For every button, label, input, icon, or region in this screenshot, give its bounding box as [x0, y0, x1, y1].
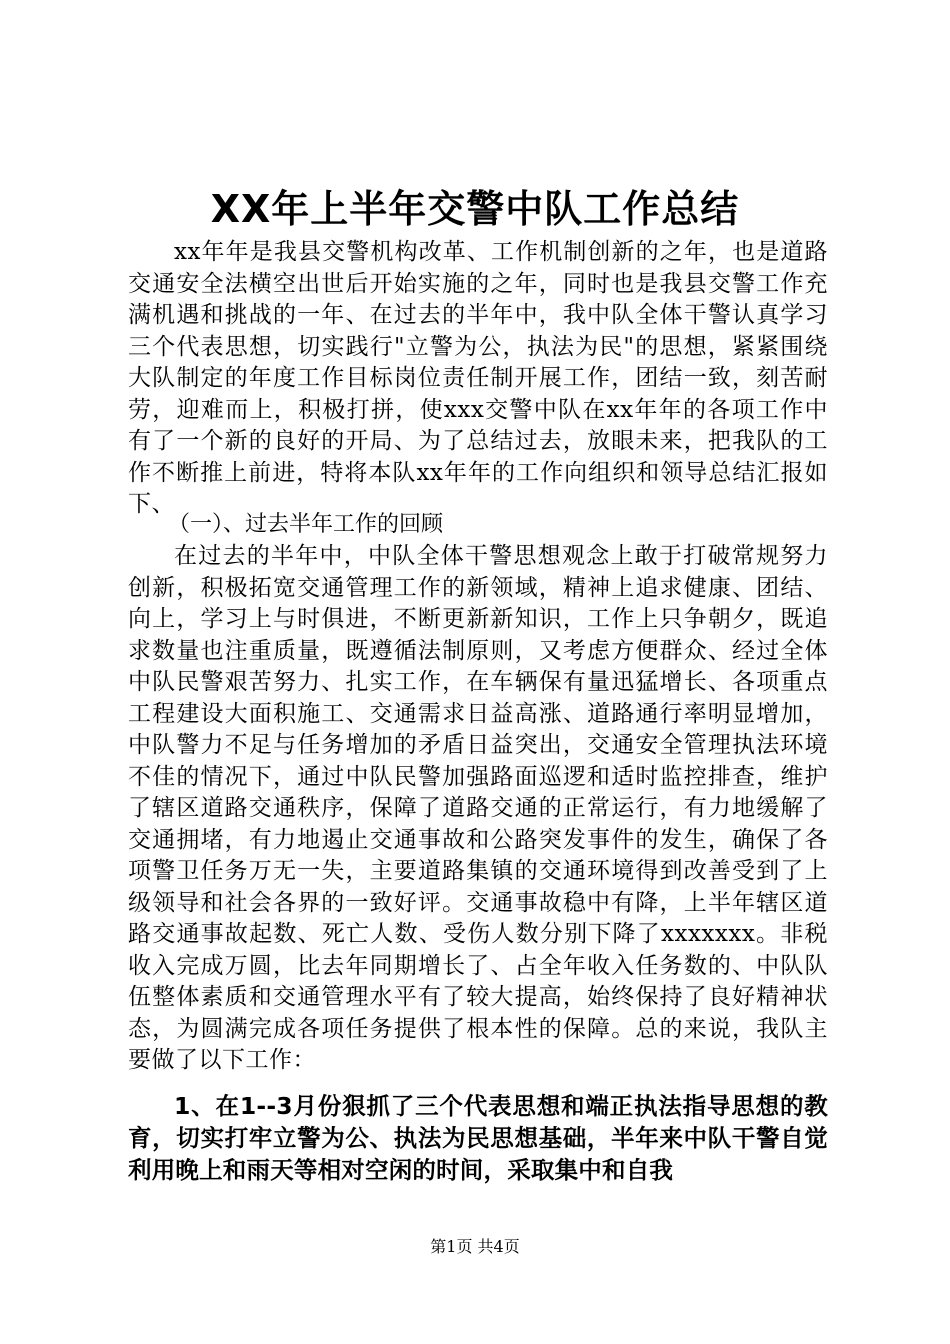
intro-paragraph: xx年年是我县交警机构改革、工作机制创新的之年，也是道路交通安全法横空出世后开始实施的之年，同时也是我县交警工作充满机遇和挑战的一年、在过去的半年中，我中队全体干警认真学习三个代表思想，切实践行"立警为公，执法为民"的思想，紧紧围绕大队制定的年度工作目标岗位责任制开展工作，团结一致，刻苦耐劳，迎难而上，积极打拼，使xxx交警中队在xx年年的各项工作中有了一个新的良好的开局、为了总结过去，放眼未来，把我队的工作不断推上前进，特将本队xx年年的工作向组织和领导总结汇报如下、	[128, 239, 828, 517]
section-heading: （一）、过去半年工作的回顾	[168, 512, 444, 537]
page-footer: 第1页 共4页	[430, 1237, 520, 1256]
work-item-paragraph: 1、在1--3月份狠抓了三个代表思想和端正执法指导思想的教育，切实打牢立警为公、执法为民思想基础，半年来中队干警自觉利用晚上和雨天等相对空闲的时间，采取集中和自我	[128, 1092, 828, 1184]
review-paragraph: 在过去的半年中，中队全体干警思想观念上敢于打破常规努力创新，积极拓宽交通管理工作的新领域，精神上追求健康、团结、向上，学习上与时俱进，不断更新新知识，工作上只争朝夕，既追求数量也注重质量，既遵循法制原则，又考虑方便群众、经过全体中队民警艰苦努力、扎实工作，在车辆保有量迅猛增长、各项重点工程建设大面积施工、交通需求日益高涨、道路通行率明显增加，中队警力不足与任务增加的矛盾日益突出，交通安全管理执法环境不佳的情况下，通过中队民警加强路面巡逻和适时监控排查，维护了辖区道路交通秩序，保障了道路交通的正常运行，有力地缓解了交通拥堵，有力地遏止交通事故和公路突发事件的发生，确保了各项警卫任务万无一失，主要道路集镇的交通环境得到改善受到了上级领导和社会各界的一致好评。交通事故稳中有降，上半年辖区道路交通事故起数、死亡人数、受伤人数分别下降了xxxxxxx。非税收入完成万圆，比去年同期增长了、占全年收入任务数的、中队队伍整体素质和交通管理水平有了较大提高，始终保持了良好精神状态，为圆满完成各项任务提供了根本性的保障。总的来说，我队主要做了以下工作：	[128, 543, 828, 1073]
document-title: XX年上半年交警中队工作总结	[210, 187, 740, 231]
